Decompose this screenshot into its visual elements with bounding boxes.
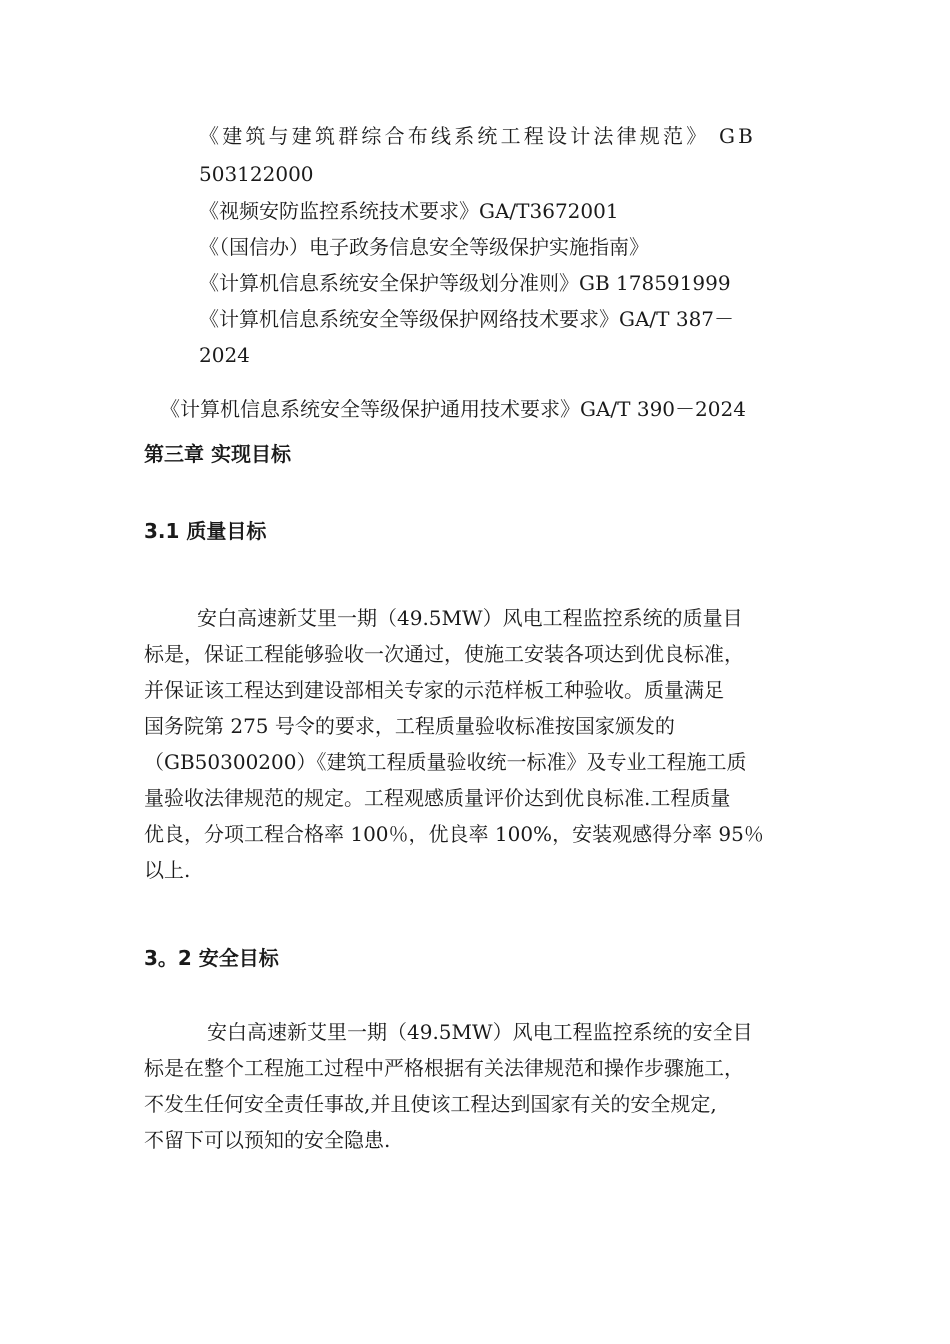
paragraph-line: 不发生任何安全责任事故,并且使该工程达到国家有关的安全规定,: [144, 1092, 717, 1116]
paragraph-line: （GB50300200）《建筑工程质量验收统一标准》及专业工程施工质: [144, 750, 747, 774]
reference-item: 2024: [199, 343, 250, 367]
paragraph-line: 优良，分项工程合格率 100％，优良率 100%，安装观感得分率 95％: [144, 822, 764, 846]
reference-item: 《视频安防监控系统技术要求》GA/T3672001: [199, 199, 619, 223]
paragraph-line: 不留下可以预知的安全隐患.: [144, 1128, 391, 1152]
reference-item: 503122000: [199, 162, 314, 186]
paragraph-line: 量验收法律规范的规定。工程观感质量评价达到优良标准.工程质量: [144, 786, 731, 810]
reference-item: 《计算机信息系统安全保护等级划分准则》GB 178591999: [199, 271, 731, 295]
section-title-quality: 3.1 质量目标: [144, 519, 267, 543]
paragraph-line: 安白高速新艾里一期（49.5MW）风电工程监控系统的质量目: [197, 606, 743, 630]
reference-item: 《（国信办）电子政务信息安全等级保护实施指南》: [199, 235, 649, 259]
paragraph-line: 并保证该工程达到建设部相关专家的示范样板工种验收。质量满足: [144, 678, 724, 702]
paragraph-line: 标是，保证工程能够验收一次通过，使施工安装各项达到优良标准，: [144, 642, 744, 666]
reference-item: 《计算机信息系统安全等级保护网络技术要求》GA/T 387－: [199, 307, 735, 331]
paragraph-line: 安白高速新艾里一期（49.5MW）风电工程监控系统的安全目: [207, 1020, 753, 1044]
section-title-safety: 3。2 安全目标: [144, 946, 279, 970]
paragraph-line: 标是在整个工程施工过程中严格根据有关法律规范和操作步骤施工，: [144, 1056, 744, 1080]
reference-item-last: 《计算机信息系统安全等级保护通用技术要求》GA/T 390－2024: [160, 397, 746, 421]
chapter-title: 第三章 实现目标: [144, 442, 291, 466]
paragraph-line: 国务院第 275 号令的要求，工程质量验收标准按国家颁发的: [144, 714, 675, 738]
paragraph-line: 以上.: [144, 858, 191, 882]
reference-item: 《建筑与建筑群综合布线系统工程设计法律规范》 GB: [199, 124, 757, 148]
